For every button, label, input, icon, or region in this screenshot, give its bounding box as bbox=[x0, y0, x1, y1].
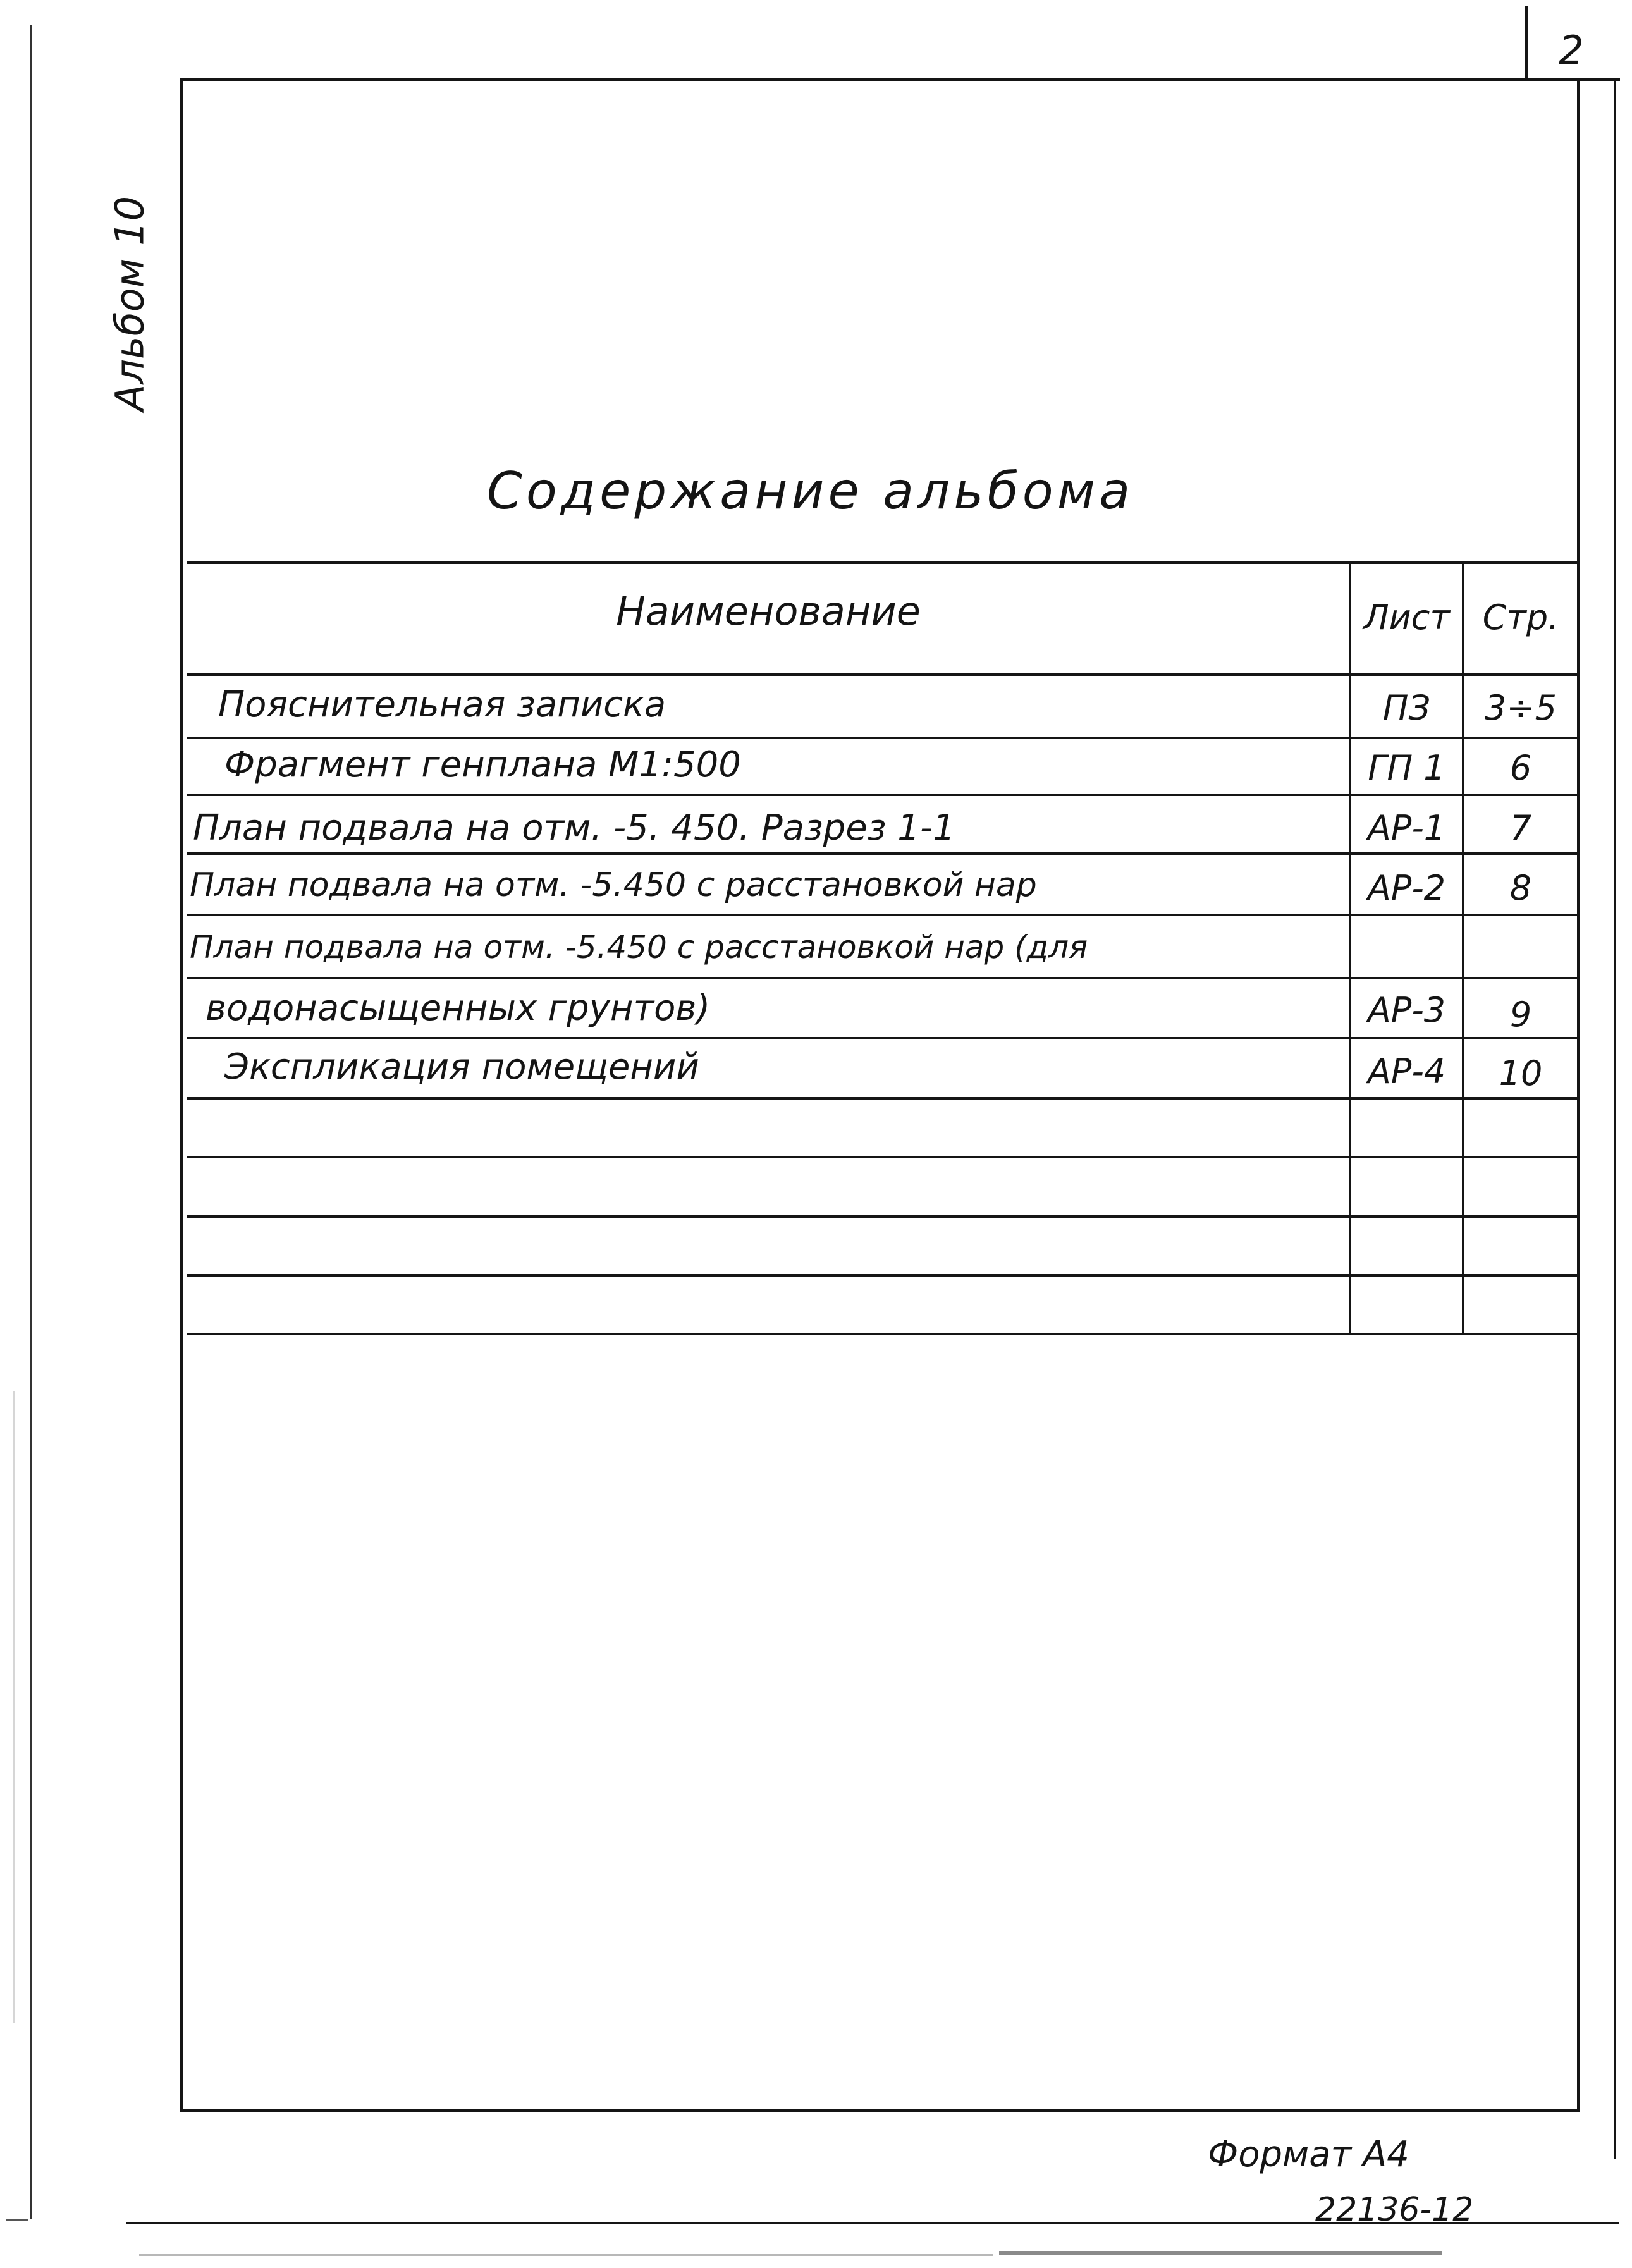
row-sheet: АР-1 bbox=[1367, 808, 1446, 848]
row-name: План подвала на отм. -5. 450. Разрез 1-1 bbox=[193, 807, 955, 849]
scan-noise bbox=[999, 2251, 1442, 2255]
row-sheet: ПЗ bbox=[1382, 688, 1431, 728]
frame-top bbox=[180, 78, 1614, 81]
album-label: Альбом 10 bbox=[106, 195, 153, 412]
format-label: Формат А4 bbox=[1208, 2134, 1409, 2175]
frame-right-outer bbox=[1614, 78, 1616, 2159]
row-page: 7 bbox=[1509, 808, 1532, 848]
table-line-header bbox=[187, 673, 1580, 676]
row-sheet: АР-3 bbox=[1367, 990, 1446, 1030]
header-page: Стр. bbox=[1482, 598, 1559, 637]
page-number: 2 bbox=[1559, 27, 1584, 73]
row-name: Пояснительная записка bbox=[218, 684, 666, 725]
table-line bbox=[187, 914, 1580, 916]
row-name: водонасыщенных грунтов) bbox=[206, 988, 711, 1029]
header-sheet: Лист bbox=[1363, 598, 1450, 637]
row-sheet: АР-2 bbox=[1367, 868, 1446, 908]
table-line bbox=[187, 1274, 1580, 1277]
frame-left bbox=[180, 78, 183, 2112]
table-line bbox=[187, 1097, 1580, 1100]
row-page: 3÷5 bbox=[1485, 688, 1557, 728]
table-line bbox=[187, 1215, 1580, 1218]
row-sheet: ГП 1 bbox=[1368, 748, 1445, 788]
document-title: Содержание альбома bbox=[487, 462, 1134, 520]
row-name: Экспликация помещений bbox=[224, 1046, 699, 1088]
row-name: Фрагмент генплана М1:500 bbox=[224, 744, 741, 785]
document-code: 22136-12 bbox=[1315, 2191, 1474, 2229]
frame-bottom bbox=[180, 2109, 1580, 2112]
row-page: 9 bbox=[1509, 995, 1532, 1034]
scan-noise bbox=[13, 1391, 15, 2023]
table-col-divider-sheet bbox=[1349, 561, 1351, 1335]
row-page: 10 bbox=[1499, 1053, 1543, 1093]
row-name: План подвала на отм. -5.450 с расстановкой нар (для bbox=[190, 929, 1088, 965]
row-page: 8 bbox=[1509, 868, 1532, 908]
binding-line bbox=[30, 25, 32, 2219]
table-line-bottom bbox=[187, 1333, 1580, 1335]
table-line bbox=[187, 737, 1580, 739]
row-sheet: АР-4 bbox=[1367, 1051, 1446, 1091]
scan-noise bbox=[6, 2219, 28, 2221]
table-line bbox=[187, 1156, 1580, 1158]
table-col-divider-page bbox=[1462, 561, 1464, 1335]
table-line bbox=[187, 1037, 1580, 1039]
header-name: Наименование bbox=[616, 588, 921, 634]
row-page: 6 bbox=[1509, 748, 1532, 788]
table-line bbox=[187, 977, 1580, 979]
scan-noise bbox=[139, 2254, 993, 2256]
table-line-top bbox=[187, 561, 1580, 564]
page-number-box-left bbox=[1525, 6, 1528, 81]
frame-right-inner bbox=[1577, 78, 1580, 2112]
table-line bbox=[187, 794, 1580, 796]
row-name: План подвала на отм. -5.450 с расстановкой нар bbox=[190, 866, 1037, 904]
